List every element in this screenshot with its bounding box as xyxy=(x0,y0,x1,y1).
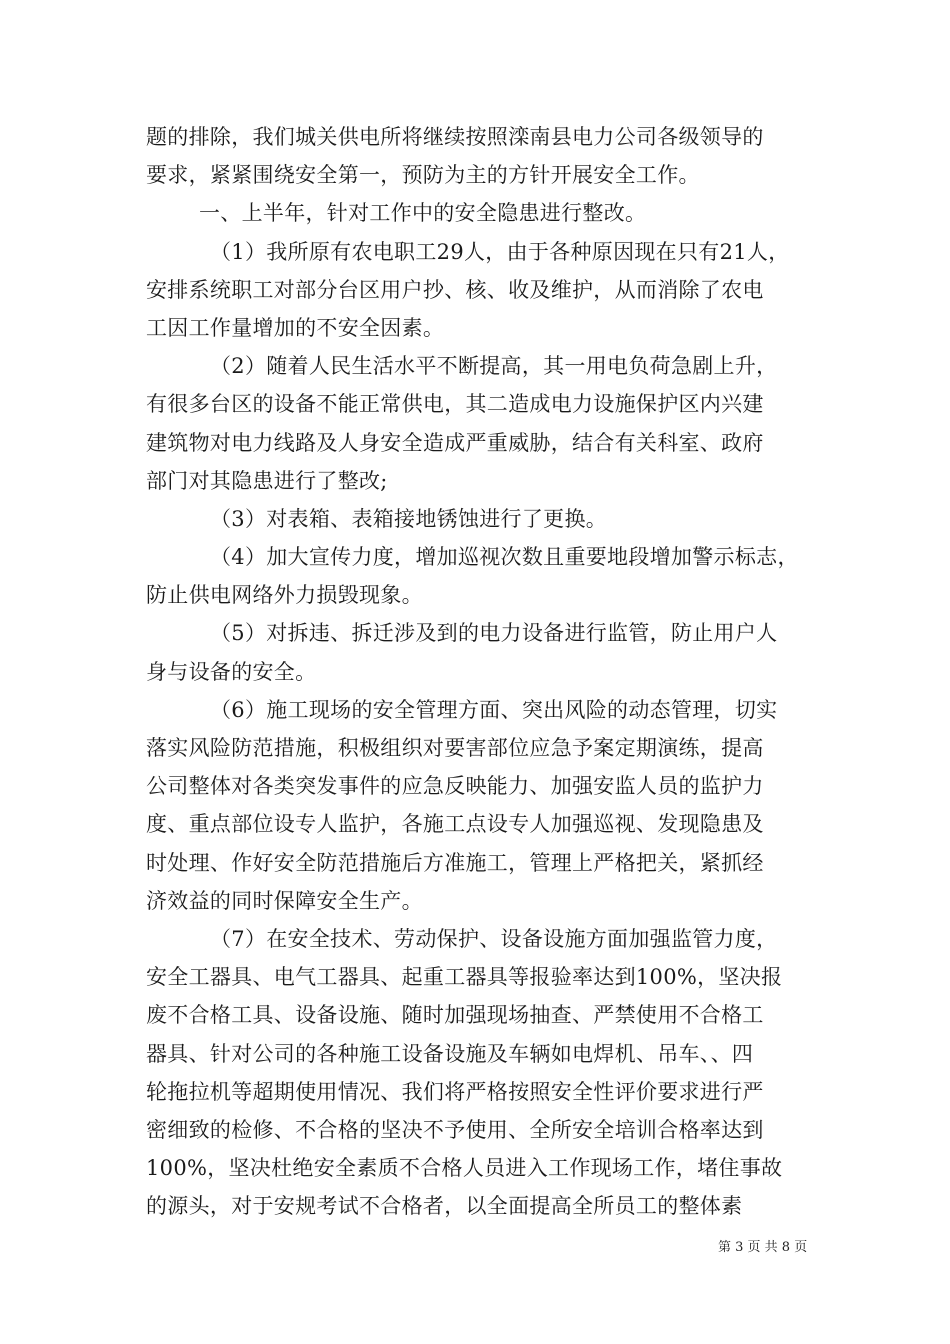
text-line: 轮拖拉机等超期使用情况、我们将严格按照安全性评价要求进行严 xyxy=(146,1079,764,1104)
text-line: 有很多台区的设备不能正常供电，其二造成电力设施保护区内兴建 xyxy=(146,392,764,417)
text-line: （5）对拆违、拆迁涉及到的电力设备进行监管，防止用户人 xyxy=(210,621,778,646)
text-line: 济效益的同时保障安全生产。 xyxy=(146,888,423,913)
text-line: 落实风险防范措施，积极组织对要害部位应急予案定期演练，提高 xyxy=(146,736,764,760)
section-heading: 一、上半年，针对工作中的安全隐患进行整改。 xyxy=(199,201,647,226)
text-line: 的源头，对于安规考试不合格者，以全面提高全所员工的整体素 xyxy=(146,1194,743,1219)
text-line: 部门对其隐患进行了整改; xyxy=(146,468,388,493)
text-line: 废不合格工具、设备设施、随时加强现场抽查、严禁使用不合格工 xyxy=(146,1003,764,1028)
text-line: 工因工作量增加的不安全因素。 xyxy=(146,315,445,340)
text-line: （1）我所原有农电职工29人，由于各种原因现在只有21人， xyxy=(210,239,790,264)
text-line: 身与设备的安全。 xyxy=(146,659,317,684)
text-line: （2）随着人民生活水平不断提高，其一用电负荷急剧上升， xyxy=(210,354,778,379)
text-line: 100%，坚决杜绝安全素质不合格人员进入工作现场工作，堵住事故 xyxy=(146,1156,783,1181)
text-line: 题的排除，我们城关供电所将继续按照滦南县电力公司各级领导的 xyxy=(146,125,764,149)
text-line: （6）施工现场的安全管理方面、突出风险的动态管理，切实 xyxy=(210,697,778,722)
text-line: 器具、针对公司的各种施工设备设施及车辆如电焊机、吊车、、四 xyxy=(146,1041,754,1066)
text-line: 密细致的检修、不合格的坚决不予使用、全所安全培训合格率达到 xyxy=(146,1117,764,1142)
text-line: （7）在安全技术、劳动保护、设备设施方面加强监管力度， xyxy=(210,926,778,951)
text-line: 度、重点部位设专人监护，各施工点设专人加强巡视、发现隐患及 xyxy=(146,812,764,837)
text-line: （4）加大宣传力度，增加巡视次数且重要地段增加警示标志， xyxy=(210,545,799,570)
page-number: 第 3 页 共 8 页 xyxy=(718,1240,808,1255)
text-line: 要求，紧紧围绕安全第一，预防为主的方针开展安全工作。 xyxy=(146,163,700,188)
document-body xyxy=(146,118,806,1225)
text-line: 公司整体对各类突发事件的应急反映能力、加强安监人员的监护力 xyxy=(146,774,764,799)
text-line: 安全工器具、电气工器具、起重工器具等报验率达到100%，坚决报 xyxy=(146,965,783,990)
text-line: （3）对表箱、表箱接地锈蚀进行了更换。 xyxy=(210,506,608,531)
text-line: 防止供电网络外力损毁现象。 xyxy=(146,583,423,608)
text-line: 建筑物对电力线路及人身安全造成严重威胁，结合有关科室、政府 xyxy=(146,430,764,455)
text-line: 时处理、作好安全防范措施后方准施工，管理上严格把关，紧抓经 xyxy=(146,850,764,875)
text-line: 安排系统职工对部分台区用户抄、核、收及维护，从而消除了农电 xyxy=(146,277,764,302)
